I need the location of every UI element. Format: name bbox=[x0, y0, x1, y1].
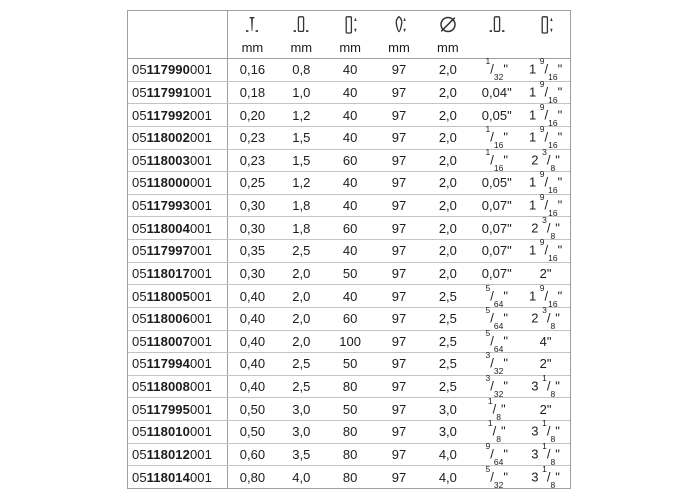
value-cell: 2 $^3/_8$" bbox=[531, 305, 560, 332]
article-number: 05 118005 001 bbox=[128, 285, 228, 307]
value-cell: $^5/_{32}$" bbox=[485, 463, 508, 490]
value-cell: 2 $^3/_8$" bbox=[531, 214, 560, 241]
value-cell: 100 bbox=[339, 333, 361, 349]
article-number: 05 117992 001 bbox=[128, 104, 228, 126]
value-cell: 0,50 bbox=[239, 401, 266, 417]
header-cell-blade-thickness-mm bbox=[228, 11, 277, 58]
value-cell: 40 bbox=[342, 175, 358, 191]
value-cell: 97 bbox=[391, 356, 407, 372]
value-cell: 1,5 bbox=[292, 130, 311, 146]
value-cell: 0,50 bbox=[239, 424, 266, 440]
value-cell: 60 bbox=[342, 311, 358, 327]
value-cell: 0,40 bbox=[239, 311, 266, 327]
value-cell: 97 bbox=[391, 311, 407, 327]
value-cell: 0,40 bbox=[239, 288, 266, 304]
value-cell: 97 bbox=[391, 152, 407, 168]
value-cell: 2 $^3/_8$" bbox=[531, 146, 560, 173]
value-cell: 2,5 bbox=[292, 243, 311, 259]
unit-label: mm bbox=[241, 40, 264, 55]
value-cell: 0,07" bbox=[481, 198, 512, 214]
value-cell: 1 $^9/_{16}$" bbox=[528, 78, 563, 105]
value-cell: 97 bbox=[391, 424, 407, 440]
article-number: 05 118014 001 bbox=[128, 466, 228, 488]
value-cell: 2,0 bbox=[438, 152, 457, 168]
value-cell: 2" bbox=[539, 265, 552, 281]
blade-thickness-icon bbox=[239, 14, 265, 40]
value-cell: 0,16 bbox=[239, 62, 266, 78]
value-cell: 2,0 bbox=[438, 198, 457, 214]
value-cell: 60 bbox=[342, 220, 358, 236]
value-cell: 0,30 bbox=[239, 265, 266, 281]
value-cell: $^5/_{64}$" bbox=[485, 305, 508, 332]
diameter-icon bbox=[435, 14, 461, 40]
value-cell: 2" bbox=[539, 356, 552, 372]
header-cell-blade-length-mm bbox=[326, 11, 375, 58]
article-number: 05 117994 001 bbox=[128, 353, 228, 375]
value-cell: 0,04" bbox=[481, 84, 512, 100]
value-cell: 80 bbox=[342, 424, 358, 440]
value-cell: 2,0 bbox=[292, 288, 311, 304]
article-number: 05 118007 001 bbox=[128, 331, 228, 353]
value-cell: $^1/_8$" bbox=[487, 395, 506, 422]
table-row bbox=[128, 420, 570, 443]
header-cell-diameter-mm bbox=[423, 11, 472, 58]
value-cell: 0,40 bbox=[239, 333, 266, 349]
article-number: 05 117991 001 bbox=[128, 82, 228, 104]
value-cell: 40 bbox=[342, 130, 358, 146]
article-number: 05 118008 001 bbox=[128, 376, 228, 398]
value-cell: 0,20 bbox=[239, 107, 266, 123]
table-row bbox=[128, 216, 570, 239]
value-cell: 80 bbox=[342, 379, 358, 395]
value-cell: 97 bbox=[391, 469, 407, 485]
value-cell: 40 bbox=[342, 198, 358, 214]
value-cell: 1 $^9/_{16}$" bbox=[528, 282, 563, 309]
value-cell: 40 bbox=[342, 62, 358, 78]
value-cell: 0,40 bbox=[239, 356, 266, 372]
value-cell: 0,30 bbox=[239, 220, 266, 236]
value-cell: 1 $^9/_{16}$" bbox=[528, 237, 563, 264]
value-cell: 0,8 bbox=[292, 62, 311, 78]
value-cell: 3,0 bbox=[292, 424, 311, 440]
value-cell: $^3/_{32}$" bbox=[485, 350, 508, 377]
value-cell: 2,0 bbox=[438, 62, 457, 78]
value-cell: 0,25 bbox=[239, 175, 266, 191]
value-cell: 40 bbox=[342, 243, 358, 259]
value-cell: 4,0 bbox=[438, 469, 457, 485]
value-cell: 50 bbox=[342, 401, 358, 417]
value-cell: 2,0 bbox=[438, 175, 457, 191]
value-cell: $^3/_{32}$" bbox=[485, 373, 508, 400]
value-cell: $^5/_{64}$" bbox=[485, 327, 508, 354]
value-cell: 3 $^1/_8$" bbox=[531, 418, 560, 445]
value-cell: 2,0 bbox=[438, 130, 457, 146]
value-cell: 2,5 bbox=[438, 288, 457, 304]
value-cell: 0,23 bbox=[239, 152, 266, 168]
table-row bbox=[128, 284, 570, 307]
value-cell: 2,0 bbox=[438, 220, 457, 236]
table-row bbox=[128, 194, 570, 217]
value-cell: 40 bbox=[342, 84, 358, 100]
value-cell: 2,5 bbox=[292, 356, 311, 372]
value-cell: 2,0 bbox=[292, 265, 311, 281]
value-cell: 1,8 bbox=[292, 220, 311, 236]
value-cell: 80 bbox=[342, 446, 358, 462]
value-cell: 1 $^9/_{16}$" bbox=[528, 56, 563, 83]
article-number: 05 117990 001 bbox=[128, 59, 228, 81]
table-row bbox=[128, 465, 570, 488]
table-row bbox=[128, 397, 570, 420]
value-cell: $^9/_{64}$" bbox=[485, 440, 508, 467]
article-number: 05 118002 001 bbox=[128, 127, 228, 149]
table-row bbox=[128, 307, 570, 330]
table-row bbox=[128, 56, 570, 83]
handle-length-icon bbox=[386, 14, 412, 40]
value-cell: 2" bbox=[539, 401, 552, 417]
value-cell: 97 bbox=[391, 220, 407, 236]
value-cell: 1 $^9/_{16}$" bbox=[528, 124, 563, 151]
value-cell: 2,5 bbox=[438, 356, 457, 372]
blade-length-inch-icon bbox=[533, 14, 559, 40]
value-cell: $^1/_{32}$" bbox=[485, 56, 508, 83]
value-cell: 1 $^9/_{16}$" bbox=[528, 169, 563, 196]
table-body bbox=[128, 56, 570, 490]
value-cell: 3,5 bbox=[292, 446, 311, 462]
article-number: 05 118004 001 bbox=[128, 217, 228, 239]
value-cell: 1,2 bbox=[292, 107, 311, 123]
value-cell: 2,5 bbox=[438, 311, 457, 327]
value-cell: 60 bbox=[342, 152, 358, 168]
table-row bbox=[128, 126, 570, 149]
value-cell: 97 bbox=[391, 446, 407, 462]
article-number: 05 118012 001 bbox=[128, 444, 228, 466]
unit-label: mm bbox=[339, 40, 361, 55]
value-cell: 1 $^9/_{16}$" bbox=[528, 192, 563, 219]
article-number: 05 117993 001 bbox=[128, 195, 228, 217]
article-number: 05 118006 001 bbox=[128, 308, 228, 330]
product-spec-table bbox=[127, 10, 571, 489]
value-cell: 97 bbox=[391, 265, 407, 281]
table-row bbox=[128, 440, 570, 467]
article-number: 05 118003 001 bbox=[128, 150, 228, 172]
value-cell: 0,30 bbox=[239, 198, 266, 214]
table-row bbox=[128, 262, 570, 285]
value-cell: $^1/_8$" bbox=[487, 418, 506, 445]
blade-width-icon bbox=[288, 14, 314, 40]
value-cell: 97 bbox=[391, 130, 407, 146]
header-cell-blade-width-inch bbox=[472, 11, 521, 58]
value-cell: 97 bbox=[391, 243, 407, 259]
value-cell: 3,0 bbox=[438, 424, 457, 440]
value-cell: 2,0 bbox=[438, 84, 457, 100]
value-cell: 0,07" bbox=[481, 220, 512, 236]
value-cell: 1,8 bbox=[292, 198, 311, 214]
value-cell: 80 bbox=[342, 469, 358, 485]
value-cell: 2,0 bbox=[292, 333, 311, 349]
value-cell: 0,23 bbox=[239, 130, 266, 146]
value-cell: 4,0 bbox=[438, 446, 457, 462]
value-cell: 4" bbox=[539, 333, 552, 349]
value-cell: 97 bbox=[391, 379, 407, 395]
value-cell: 40 bbox=[342, 107, 358, 123]
value-cell: 2,5 bbox=[292, 379, 311, 395]
table-header-row bbox=[128, 11, 570, 59]
header-cell-handle-length-mm bbox=[375, 11, 424, 58]
article-number: 05 117995 001 bbox=[128, 398, 228, 420]
value-cell: 3 $^1/_8$" bbox=[531, 440, 560, 467]
table-row bbox=[128, 78, 570, 105]
table-row bbox=[128, 375, 570, 398]
unit-label: mm bbox=[437, 40, 459, 55]
value-cell: $^5/_{64}$" bbox=[485, 282, 508, 309]
value-cell: 0,40 bbox=[239, 379, 266, 395]
value-cell: 3,0 bbox=[292, 401, 311, 417]
value-cell: 97 bbox=[391, 401, 407, 417]
value-cell: 1,5 bbox=[292, 152, 311, 168]
value-cell: 97 bbox=[391, 62, 407, 78]
value-cell: 0,07" bbox=[481, 265, 512, 281]
value-cell: 0,05" bbox=[481, 107, 512, 123]
value-cell: 2,5 bbox=[438, 379, 457, 395]
value-cell: 2,0 bbox=[438, 265, 457, 281]
table-row bbox=[128, 239, 570, 262]
value-cell: $^1/_{16}$" bbox=[485, 146, 508, 173]
article-number: 05 118000 001 bbox=[128, 172, 228, 194]
value-cell: 4,0 bbox=[292, 469, 311, 485]
value-cell: 50 bbox=[342, 356, 358, 372]
value-cell: 0,07" bbox=[481, 243, 512, 259]
value-cell: 97 bbox=[391, 84, 407, 100]
article-number: 05 117997 001 bbox=[128, 240, 228, 262]
value-cell: 0,80 bbox=[239, 469, 266, 485]
value-cell: 40 bbox=[342, 288, 358, 304]
table-row bbox=[128, 352, 570, 375]
value-cell: 1,2 bbox=[292, 175, 311, 191]
value-cell: 0,05" bbox=[481, 175, 512, 191]
value-cell: 0,60 bbox=[239, 446, 266, 462]
value-cell: 2,0 bbox=[438, 243, 457, 259]
value-cell: 3 $^1/_8$" bbox=[531, 373, 560, 400]
table-row bbox=[128, 103, 570, 126]
value-cell: 2,5 bbox=[438, 333, 457, 349]
value-cell: 97 bbox=[391, 107, 407, 123]
table-row bbox=[128, 146, 570, 173]
header-cell-blade-width-mm bbox=[277, 11, 326, 58]
unit-label: mm bbox=[388, 40, 410, 55]
table-row bbox=[128, 171, 570, 194]
blade-width-inch-icon bbox=[484, 14, 510, 40]
header-cell-blade-length-inch bbox=[521, 11, 570, 58]
value-cell: 0,35 bbox=[239, 243, 266, 259]
table-row bbox=[128, 327, 570, 354]
value-cell: 0,18 bbox=[239, 84, 266, 100]
value-cell: 50 bbox=[342, 265, 358, 281]
unit-label: mm bbox=[290, 40, 313, 55]
value-cell: 97 bbox=[391, 198, 407, 214]
article-number: 05 118017 001 bbox=[128, 263, 228, 285]
value-cell: 2,0 bbox=[292, 311, 311, 327]
article-number: 05 118010 001 bbox=[128, 421, 228, 443]
value-cell: 1,0 bbox=[292, 84, 311, 100]
table-header-empty-cell bbox=[128, 11, 228, 58]
value-cell: 97 bbox=[391, 175, 407, 191]
value-cell: 1 $^9/_{16}$" bbox=[528, 101, 563, 128]
value-cell: 3,0 bbox=[438, 401, 457, 417]
value-cell: 97 bbox=[391, 333, 407, 349]
blade-length-icon bbox=[337, 14, 363, 40]
value-cell: $^1/_{16}$" bbox=[485, 124, 508, 151]
value-cell: 3 $^1/_8$" bbox=[531, 463, 560, 490]
value-cell: 97 bbox=[391, 288, 407, 304]
value-cell: 2,0 bbox=[438, 107, 457, 123]
